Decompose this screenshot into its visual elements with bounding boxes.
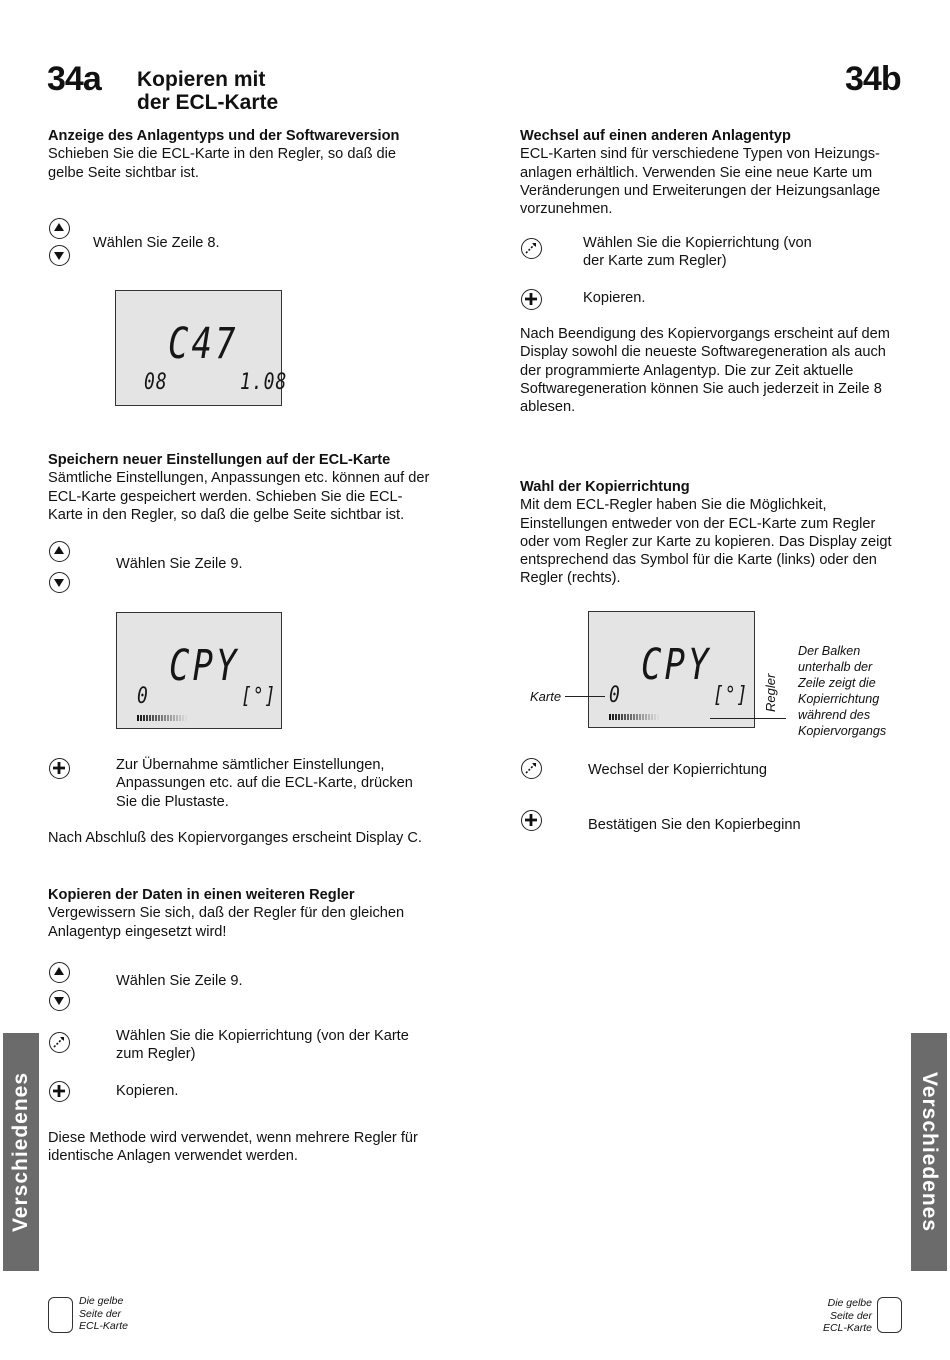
lcd-main-value: CPY (641, 640, 712, 690)
step-text: Wählen Sie Zeile 9. (116, 973, 243, 989)
body-line: Anlagentyp eingesetzt wird! (48, 923, 227, 940)
copy-bar-segment (158, 715, 160, 721)
body-line: Wählen Sie die Kopierrichtung (von (583, 235, 812, 251)
body-line: anlagen erhältlich. Verwenden Sie eine neue Karte um (520, 164, 873, 181)
step-text: Wählen Sie Zeile 8. (93, 235, 220, 251)
body-line: Sämtliche Einstellungen, Anpassungen etc. können auf der (48, 470, 430, 487)
copy-bar-segment (654, 714, 656, 720)
section-anderer-anlagentyp (520, 127, 910, 218)
plus-instruction (116, 756, 436, 811)
step-text: Kopieren. (116, 1083, 179, 1099)
copy-direction-icon (522, 759, 540, 777)
section-heading: Wahl der Kopierrichtung (520, 479, 690, 495)
copy-bar-segment (630, 714, 632, 720)
body-line: identische Anlagen verwendet werden. (48, 1148, 298, 1165)
copy-bar-segment (636, 714, 638, 720)
section-anlagentyp (48, 127, 448, 182)
plus-icon (50, 1082, 68, 1100)
copy-direction-key[interactable] (521, 758, 542, 779)
body-line: Vergewissern Sie sich, daß der Regler für den gleichen (48, 905, 405, 922)
copy-bar-segment (612, 714, 614, 720)
body-line: ablesen. (520, 399, 576, 416)
note-text: Nach Abschluß des Kopiervorganges erscheint Display C. (48, 830, 422, 846)
label-regler: Regler (763, 673, 778, 712)
lcd-left-value: 08 (144, 369, 168, 396)
section-heading: Speichern neuer Einstellungen auf der ECL-Karte (48, 452, 391, 468)
copy-direction-key[interactable] (521, 238, 542, 259)
copy-bar-segment (173, 715, 175, 721)
body-line: ECL-Karte gespeichert werden. Schieben Sie die ECL- (48, 488, 403, 505)
page-number-right: 34b (845, 60, 901, 98)
lcd-left-value: 0 (137, 683, 149, 710)
footer-note-line: ECL-Karte (79, 1320, 129, 1332)
label-karte: Karte (530, 689, 562, 704)
side-tab-right[interactable] (911, 1033, 947, 1271)
page-number-left: 34a (47, 60, 101, 98)
arrow-up-key[interactable] (49, 218, 70, 239)
copy-bar-segment (155, 715, 157, 721)
side-tab-label: Verschiedenes (9, 1071, 32, 1233)
lcd-right-value: 1.08 (240, 369, 288, 396)
copy-progress-bar (137, 715, 187, 721)
copy-bar-segment (140, 715, 142, 721)
body-line: entsprechend das Symbol für die Karte (links) oder den (520, 552, 877, 569)
note-text (48, 1129, 448, 1166)
body-line: Nach Beendigung des Kopiervorgangs erscheint auf dem (520, 326, 890, 342)
copy-bar-segment (645, 714, 647, 720)
copy-bar-segment (648, 714, 650, 720)
body-line: Veränderungen und Erweiterungen der Heizungsanlage (520, 182, 881, 199)
leader-line (565, 696, 605, 697)
lcd-display-cpy-annotated (588, 611, 755, 728)
arrow-up-key[interactable] (49, 962, 70, 983)
copy-bar-segment (161, 715, 163, 721)
copy-direction-key[interactable] (49, 1032, 70, 1053)
section-speichern (48, 451, 448, 524)
body-line: ECL-Karten sind für verschiedene Typen von Heizungs- (520, 146, 880, 163)
arrow-down-icon (50, 991, 68, 1009)
body-line: Mit dem ECL-Regler haben Sie die Möglichkeit, (520, 497, 827, 514)
copy-bar-segment (639, 714, 641, 720)
copy-bar-segment (618, 714, 620, 720)
plus-icon (522, 811, 540, 829)
copy-bar-segment (179, 715, 181, 721)
annotation-line: Kopiervorgangs (798, 724, 887, 738)
copy-bar-segment (149, 715, 151, 721)
copy-bar-segment (170, 715, 172, 721)
step-text (116, 1027, 436, 1064)
step-text: Wählen Sie Zeile 9. (116, 556, 243, 572)
copy-progress-bar (609, 714, 659, 720)
body-line: Regler (rechts). (520, 570, 621, 587)
body-line: Diese Methode wird verwendet, wenn mehrere Regler für (48, 1130, 418, 1146)
section-heading: Wechsel auf einen anderen Anlagentyp (520, 128, 791, 144)
page-title (137, 68, 278, 114)
copy-direction-icon (522, 239, 540, 257)
copy-bar-segment (167, 715, 169, 721)
copy-bar-segment (185, 715, 187, 721)
annotation-line: Der Balken (798, 644, 861, 658)
plus-key[interactable] (49, 1081, 70, 1102)
copy-bar-segment (143, 715, 145, 721)
plus-key[interactable] (49, 758, 70, 779)
section-heading: Kopieren der Daten in einen weiteren Regler (48, 887, 355, 903)
body-line: Anpassungen etc. auf die ECL-Karte, drücken (116, 775, 413, 792)
arrow-up-icon (50, 542, 68, 560)
leader-line (710, 718, 786, 719)
copy-bar-segment (182, 715, 184, 721)
arrow-down-key[interactable] (49, 572, 70, 593)
footer-note-right (822, 1297, 872, 1335)
copy-bar-segment (615, 714, 617, 720)
plus-key[interactable] (521, 810, 542, 831)
footer-note-line: Seite der (829, 1309, 872, 1322)
body-line: der programmierte Anlagentyp. Die zur Zeit aktuelle (520, 362, 854, 379)
body-line: Softwaregeneration können Sie auch jederzeit in Zeile 8 (520, 380, 882, 397)
footer-note-line: Die gelbe (827, 1297, 872, 1309)
lcd-main-value: CPY (169, 641, 240, 691)
copy-bar-segment (657, 714, 659, 720)
arrow-up-icon (50, 963, 68, 981)
body-line: vorzunehmen. (520, 201, 613, 218)
step-text: Bestätigen Sie den Kopierbeginn (588, 817, 801, 833)
title-line-1: Kopieren mit (137, 68, 266, 91)
copy-direction-icon (50, 1033, 68, 1051)
side-tab-left[interactable] (3, 1033, 39, 1271)
copy-bar-segment (642, 714, 644, 720)
annotation-line: unterhalb der (798, 660, 873, 674)
arrow-down-key[interactable] (49, 990, 70, 1011)
lcd-display-cpy (116, 612, 282, 729)
body-line: zum Regler) (116, 1046, 196, 1063)
step-text: Kopieren. (583, 290, 646, 306)
lcd-display-c47 (115, 290, 288, 406)
arrow-down-icon (50, 573, 68, 591)
footer-note-left (79, 1295, 128, 1333)
annotation-line: Zeile zeigt die (798, 676, 876, 690)
body-line: gelbe Seite sichtbar ist. (48, 164, 199, 181)
lcd-main-value: C47 (168, 319, 239, 369)
step-text: Wechsel der Kopierrichtung (588, 762, 768, 778)
bar-annotation (798, 643, 886, 739)
arrow-down-key[interactable] (49, 245, 70, 266)
side-tab-label: Verschiedenes (918, 1071, 941, 1233)
copy-bar-segment (633, 714, 635, 720)
lcd-right-value: [°] (241, 683, 277, 710)
footer-note-line: Die gelbe (79, 1295, 124, 1307)
arrow-down-icon (50, 246, 68, 264)
copy-bar-segment (621, 714, 623, 720)
copy-bar-segment (176, 715, 178, 721)
annotation-line: Kopierrichtung (798, 692, 880, 706)
arrow-up-icon (50, 219, 68, 237)
copy-bar-segment (624, 714, 626, 720)
body-line: Schieben Sie die ECL-Karte in den Regler, so daß die (48, 146, 397, 163)
step-text (583, 234, 903, 271)
footer-note-line: Seite der (79, 1307, 122, 1320)
plus-icon (522, 290, 540, 308)
body-line: Wählen Sie die Kopierrichtung (von der Karte (116, 1028, 409, 1044)
body-line: Karte in den Regler, so daß die gelbe Seite sichtbar ist. (48, 506, 405, 523)
lcd-left-value: 0 (609, 682, 621, 709)
lcd-right-value: [°] (713, 682, 749, 709)
copy-bar-segment (152, 715, 154, 721)
copy-bar-segment (164, 715, 166, 721)
body-line: Zur Übernahme sämtlicher Einstellungen, (116, 757, 385, 773)
title-line-2: der ECL-Karte (137, 91, 279, 114)
ecl-card-icon (877, 1297, 902, 1333)
section-kopierrichtung (520, 478, 920, 588)
section-weiterer-regler (48, 886, 448, 941)
plus-icon (50, 759, 68, 777)
plus-key[interactable] (521, 289, 542, 310)
copy-bar-segment (146, 715, 148, 721)
body-line: Display sowohl die neueste Softwaregeneration als auch (520, 344, 886, 361)
arrow-up-key[interactable] (49, 541, 70, 562)
ecl-card-icon (48, 1297, 73, 1333)
copy-bar-segment (651, 714, 653, 720)
body-line: Sie die Plustaste. (116, 793, 229, 810)
copy-bar-segment (627, 714, 629, 720)
annotation-line: während des (798, 708, 871, 722)
note-text (520, 325, 920, 416)
body-line: oder vom Regler zur Karte zu kopieren. Das Display zeigt (520, 533, 892, 550)
copy-bar-segment (137, 715, 139, 721)
footer-note-line: ECL-Karte (822, 1322, 872, 1334)
section-heading: Anzeige des Anlagentyps und der Softwareversion (48, 128, 400, 144)
body-line: der Karte zum Regler) (583, 253, 727, 270)
body-line: Einstellungen entweder von der ECL-Karte zum Regler (520, 515, 876, 532)
copy-bar-segment (609, 714, 611, 720)
